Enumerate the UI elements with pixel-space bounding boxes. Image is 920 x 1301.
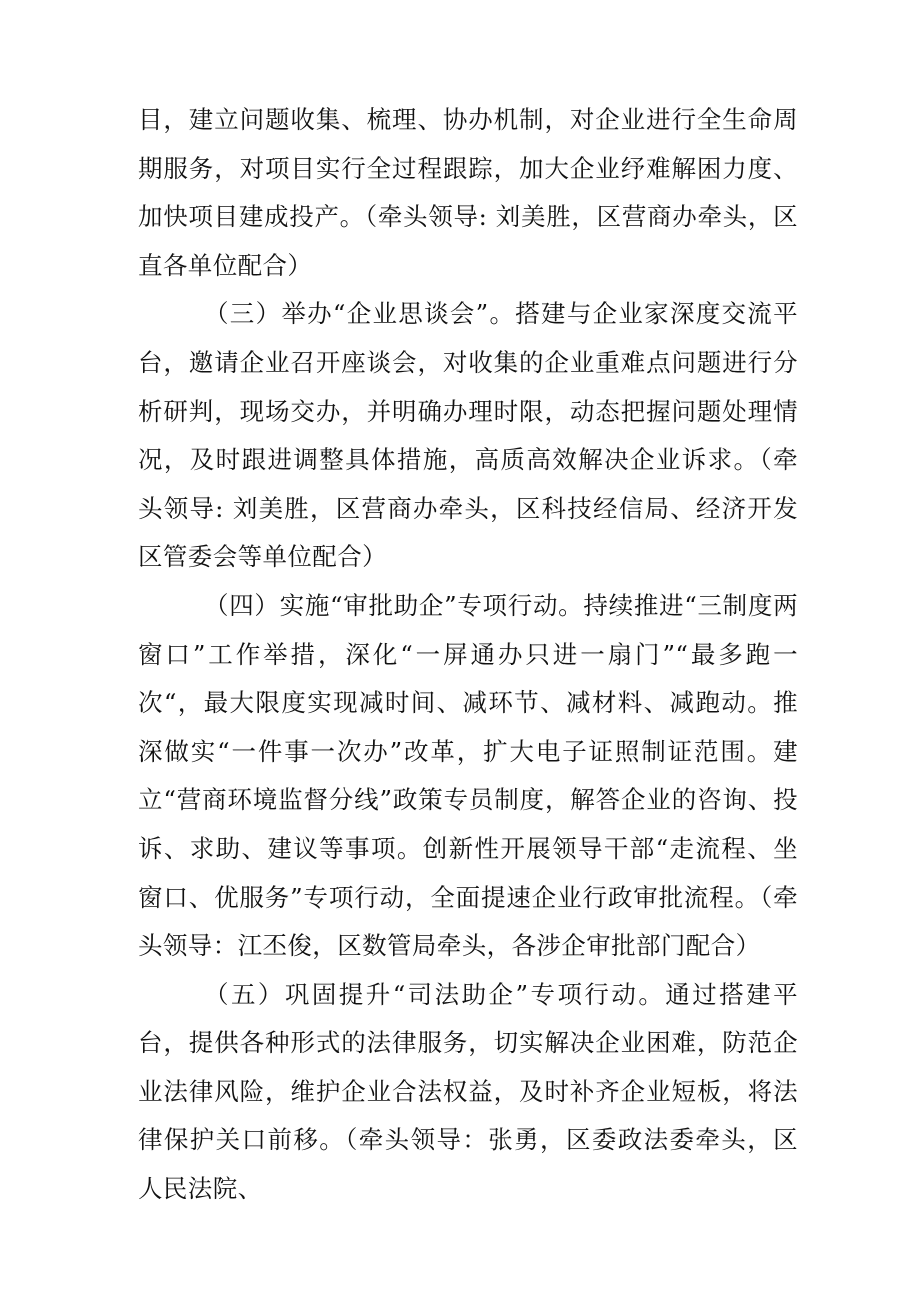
paragraph-continuation: 目，建立问题收集、梳理、协办机制，对企业进行全生命周期服务，对项目实行全过程跟踪，加大企业纾难解困力度、加快项目建成投产。（牵头领导: 刘美胜，区营商办牵头，区直各单位配合） xyxy=(138,105,798,280)
paragraph-section-5: （五）巩固提升“司法助企”专项行动。通过搭建平台，提供各种形式的法律服务，切实解决企业困难，防范企业法律风险，维护企业合法权益，及时补齐企业短板，将法律保护关口前移。（牵头领导：张勇，区委政法委牵头，区人民法院、 xyxy=(138,979,798,1204)
document-body xyxy=(138,96,798,1214)
paragraph-section-3: （三）举办“企业思谈会”。搭建与企业家深度交流平台，邀请企业召开座谈会，对收集的企业重难点问题进行分析研判，现场交办，并明确办理时限，动态把握问题处理情况，及时跟进调整具体措施，高质高效解决企业诉求。（牵头领导: 刘美胜，区营商办牵头，区科技经信局、经济开发区管委会等单位配合） xyxy=(138,299,798,572)
paragraph-section-4: （四）实施“审批助企”专项行动。持续推进“三制度两窗口”工作举措，深化“一屏通办只进一扇门”“最多跑一次“，最大限度实现减时间、减环节、减材料、减跑动。推深做实“一件事一次办”改革，扩大电子证照制证范围。建立“营商环境监督分线”政策专员制度，解答企业的咨询、投诉、求助、建议等事项。创新性开展领导干部“走流程、坐窗口、优服务”专项行动，全面提速企业行政审批流程。（牵头领导：江丕俊，区数管局牵头，各涉企审批部门配合） xyxy=(138,590,798,961)
